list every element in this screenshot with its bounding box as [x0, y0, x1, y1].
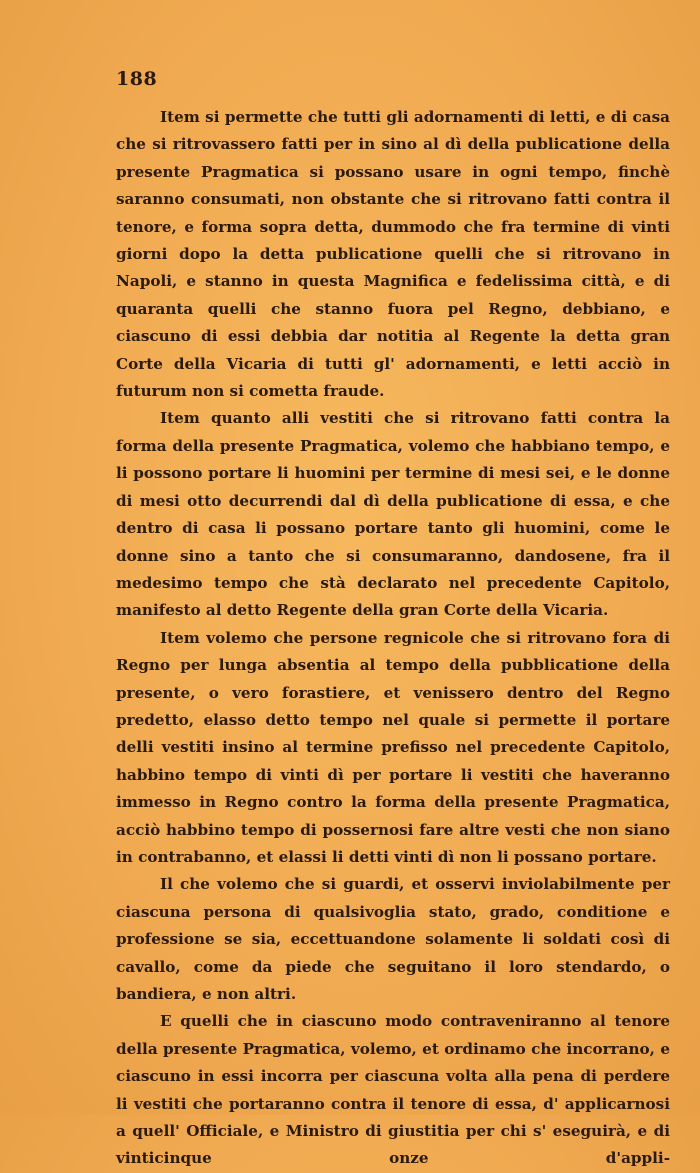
page-number: 188 — [116, 68, 158, 90]
body-text — [116, 104, 670, 1173]
paragraph: Item quanto alli vestiti che si ritrovano fatti contra la forma della presente Pragmatica, volemo che habbiano tempo, e li possono portare li huomini per termine di mesi sei, e le donne di mesi otto decurrendi dal dì della publicatione di essa, e che dentro di casa li possano portare tanto gli huomini, come le donne sino a tanto che si consumaranno, dandosene, fra il medesimo tempo che stà declarato nel precedente Capitolo, manifesto al detto Regente della gran Corte della Vicaria. — [116, 409, 670, 620]
paragraph: Item si permette che tutti gli adornamenti di letti, e di casa che si ritrovassero fatti per in sino al dì della publicatione della presente Pragmatica si possano usare in ogni tempo, finchè saranno consumati, non obstante che si ritrovano fatti contra il tenore, e forma sopra detta, dummodo che fra termine di vinti giorni dopo la detta publicatione quelli che si ritrovano in Napoli, e stanno in questa Magnifica e fedelissima città, e di quaranta quelli che stanno fuora pel Regno, debbiano, e ciascuno di essi debbia dar notitia al Regente la detta gran Corte della Vicaria di tutti gl' adornamenti, e letti acciò in futurum non si cometta fraude. — [116, 108, 670, 401]
paragraph: Il che volemo che si guardi, et osservi inviolabilmente per ciascuna persona di qualsivoglia stato, grado, conditione e professione se sia, eccettuandone solamente li soldati così di cavallo, come da piede che seguitano il loro stendardo, o bandiera, e non altri. — [116, 875, 670, 1003]
paragraph: E quelli che in ciascuno modo contraveniranno al tenore della presente Pragmatica, volemo, et ordinamo che incorrano, e ciascuno in essi incorra per ciascuna volta alla pena di perdere li vestiti che portaranno contra il tenore di essa, d' applicarnosi a quell' Officiale, e Ministro di giustitia per chi s' eseguirà, e di vinticinque onze d'appli- — [116, 1012, 670, 1168]
paragraph: Item volemo che persone regnicole che si ritrovano fora di Regno per lunga absentia al tempo della pubblicatione della presente, o vero forastiere, et venissero dentro del Regno predetto, elasso detto tempo nel quale si permette il portare delli vestiti insino al termine prefisso nel precedente Capitolo, habbino tempo di vinti dì per portare li vestiti che haveranno immesso in Regno contro la forma della presente Pragmatica, acciò habbino tempo di possernosi fare altre vesti che non siano in contrabanno, et elassi li detti vinti dì non li possano portare. — [116, 628, 670, 866]
